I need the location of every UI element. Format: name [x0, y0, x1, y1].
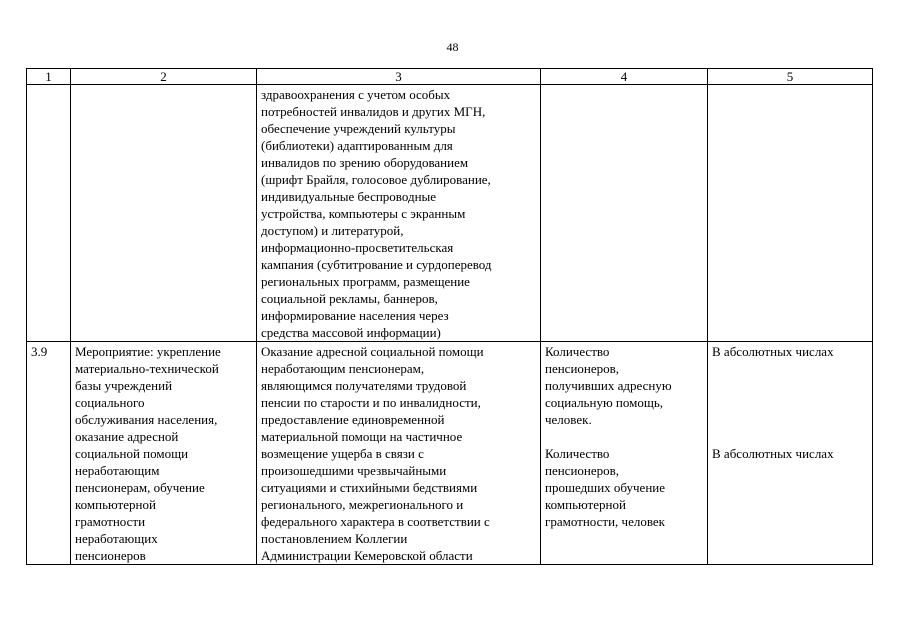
text-line: пенсионерам, обучение	[75, 480, 205, 495]
text-line: пенсионеров,	[545, 361, 620, 376]
text-line: являющимся получателями трудовой	[261, 378, 467, 393]
blank-line	[712, 411, 868, 428]
text-line: региональных программ, размещение	[261, 274, 470, 289]
text-line: материально-технической	[75, 361, 219, 376]
page-number: 48	[446, 40, 459, 54]
row1-description-cell	[257, 85, 541, 342]
text-line: обеспечение учреждений культуры	[261, 121, 456, 136]
text-line: социальную помощь,	[545, 395, 664, 410]
table-row	[27, 85, 873, 342]
text-line: грамотности, человек	[545, 514, 665, 529]
text-line: (шрифт Брайля, голосовое дублирование,	[261, 172, 491, 187]
text-line: здравоохранения с учетом особых	[261, 87, 451, 102]
text-line: неработающих	[75, 531, 158, 546]
document-table	[26, 68, 873, 565]
text-line: постановлением Коллегии	[261, 531, 408, 546]
header-col-4: 4	[541, 69, 708, 85]
row1-number-cell	[27, 85, 71, 342]
blank-line	[712, 377, 868, 394]
text-line: произошедшими чрезвычайными	[261, 463, 447, 478]
text-line: федерального характера в соответствии с	[261, 514, 490, 529]
text-line: инвалидов по зрению оборудованием	[261, 155, 469, 170]
text-line: устройства, компьютеры с экранным	[261, 206, 466, 221]
text-line: неработающим пенсионерам,	[261, 361, 425, 376]
text-line: социальной помощи	[75, 446, 189, 461]
text-line: прошедших обучение	[545, 480, 666, 495]
text-line: социального	[75, 395, 145, 410]
row2-event-cell	[71, 342, 257, 565]
header-col-5: 5	[708, 69, 873, 85]
blank-line	[712, 360, 868, 377]
text-line: Количество	[545, 344, 610, 359]
blank-line	[712, 394, 868, 411]
row1-unit-cell	[708, 85, 873, 342]
text-line: возмещение ущерба в связи с	[261, 446, 424, 461]
row2-indicator-cell	[541, 342, 708, 565]
text-line: информационно-просветительская	[261, 240, 454, 255]
row1-indicator-cell	[541, 85, 708, 342]
text-line: пенсионеров	[75, 548, 146, 563]
header-row	[27, 69, 873, 85]
text-line: В абсолютных числах	[712, 344, 834, 359]
header-col-3: 3	[257, 69, 541, 85]
row2-number-cell: 3.9	[27, 342, 71, 565]
text-line: человек.	[545, 412, 592, 427]
text-line: компьютерной	[545, 497, 626, 512]
row1-event-cell	[71, 85, 257, 342]
text-line: пенсии по старости и по инвалидности,	[261, 395, 481, 410]
text-line: материальной помощи на частичное	[261, 429, 463, 444]
text-line: потребностей инвалидов и других МГН,	[261, 104, 486, 119]
row2-description-cell	[257, 342, 541, 565]
text-line: Администрации Кемеровской области	[261, 548, 473, 563]
text-line: оказание адресной	[75, 429, 179, 444]
text-line: предоставление единовременной	[261, 412, 445, 427]
header-col-2: 2	[71, 69, 257, 85]
text-line: В абсолютных числах	[712, 446, 834, 461]
text-line: получивших адресную	[545, 378, 672, 393]
text-line: ситуациями и стихийными бедствиями	[261, 480, 478, 495]
header-col-1: 1	[27, 69, 71, 85]
text-line: (библиотеки) адаптированным для	[261, 138, 453, 153]
blank-line	[545, 428, 703, 445]
text-line: индивидуальные беспроводные	[261, 189, 437, 204]
text-line: компьютерной	[75, 497, 156, 512]
text-line: средства массовой информации)	[261, 325, 441, 340]
text-line: пенсионеров,	[545, 463, 620, 478]
text-line: Мероприятие: укрепление	[75, 344, 221, 359]
text-line: базы учреждений	[75, 378, 173, 393]
blank-line	[712, 428, 868, 445]
text-line: неработающим	[75, 463, 160, 478]
text-line: доступом) и литературой,	[261, 223, 404, 238]
text-line: Количество	[545, 446, 610, 461]
text-line: грамотности	[75, 514, 146, 529]
text-line: информирование населения через	[261, 308, 449, 323]
text-line: регионального, межрегионального и	[261, 497, 464, 512]
text-line: кампания (субтитрование и сурдоперевод	[261, 257, 492, 272]
text-line: социальной рекламы, баннеров,	[261, 291, 438, 306]
row2-unit-cell	[708, 342, 873, 565]
text-line: Оказание адресной социальной помощи	[261, 344, 484, 359]
table-row	[27, 342, 873, 565]
text-line: обслуживания населения,	[75, 412, 218, 427]
